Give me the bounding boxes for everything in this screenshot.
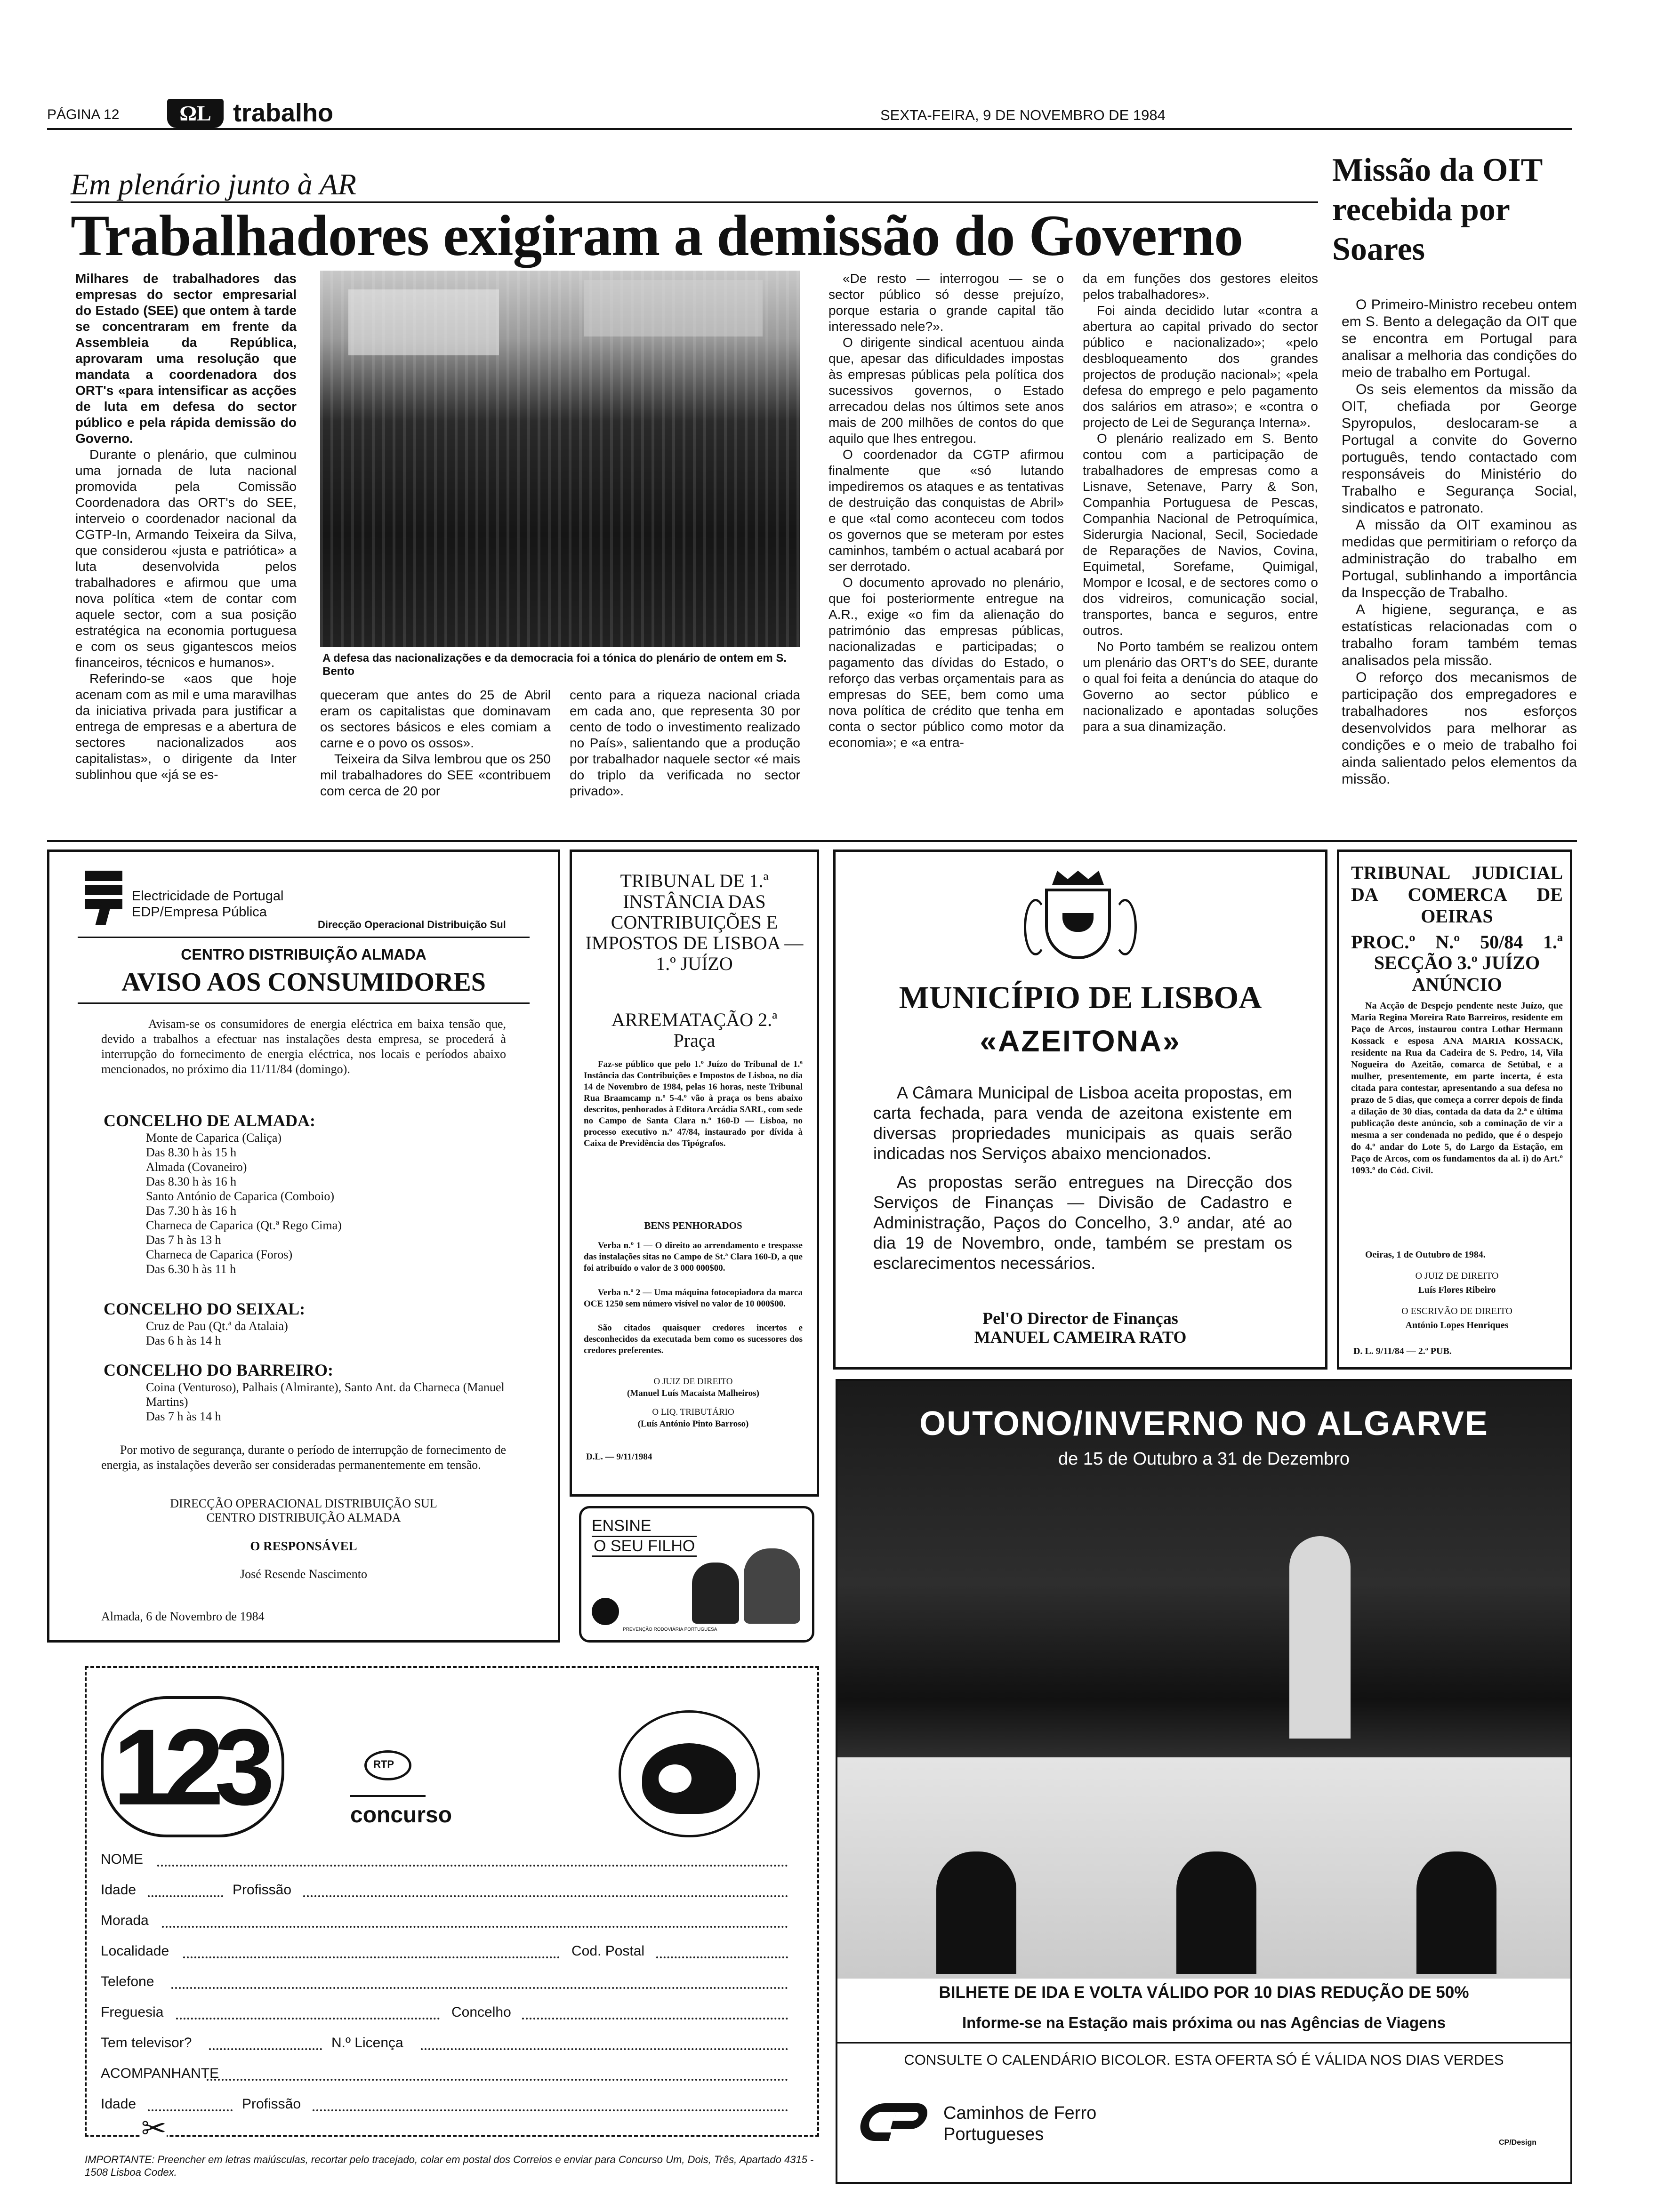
tribunal-lisboa-citados: São citados quaisquer credores incertos e desconhecidos da executada bem como os sucessores dos credores preferentes. — [584, 1323, 803, 1355]
edp-responsible-name: José Resende Nascimento — [240, 1567, 368, 1581]
article-paragraph: Referindo-se «aos que hoje acenam com as mil e uma maravilhas da iniciativa privada para justificar a entrega de empresas e a abertura de sectores nacionalizados aos capitalistas», o dirigente da Inter sublinhou que «já se es- — [75, 671, 297, 782]
article-paragraph: O coordenador da CGTP afirmou finalmente que «só lutando impediremos os ataques e as tentativas de destruição das conquistas de Abril» e que «tal como aconteceu com todos os governos que se meteram por estes caminhos, também o actual acabará por ser derrotado. — [828, 447, 1064, 574]
municipio-p2: As propostas serão entregues na Direcção dos Serviços de Finanças — Divisão de Cadastro e Administração, Paços do Concelho, 3.º andar, até ao dia 19 de Novembro, onde, também se prestam os esclarecimentos necessários. — [873, 1172, 1292, 1273]
article-col-4 — [828, 271, 1064, 751]
article-paragraph: O dirigente sindical acentuou ainda que, apesar das dificuldades impostas às empresas públicas pela política dos sucessivos governos, o Estado arrecadou delas nos últimos sete anos mais de 200 milhões de contos do que aquilo que lhes entregou. — [828, 335, 1064, 446]
edp-company-sub: EDP/Empresa Pública — [132, 905, 267, 920]
concurso-coupon — [85, 1666, 819, 2137]
header-rule — [47, 128, 1572, 130]
field-label-concelho: Concelho — [451, 2004, 511, 2020]
edp-responsible: O RESPONSÁVEL — [250, 1539, 357, 1553]
edp-schedule-line: Monte de Caparica (Caliça) — [146, 1131, 282, 1145]
edp-schedule-line: Das 6 h às 14 h — [146, 1334, 221, 1347]
field-label-nome: NOME — [101, 1851, 143, 1867]
concurso-number: 123 — [113, 1707, 265, 1827]
concurso-label: concurso — [350, 1803, 452, 1827]
field-label-profissao: Profissão — [233, 1882, 292, 1898]
edp-schedule-line: Almada (Covaneiro) — [146, 1160, 247, 1174]
tribunal-lisboa-verba-1: Verba n.º 1 — O direito ao arrendamento e trespasse das instalações sitas no Campo de St.ª Clara 160-D, a que foi atribuído o valor de 3 000 000$00. — [584, 1241, 803, 1273]
edp-company-name: Electricidade de Portugal — [132, 889, 284, 904]
article-col-5 — [1083, 271, 1318, 735]
field-cod-postal[interactable] — [656, 1956, 788, 1958]
field-morada[interactable] — [162, 1926, 788, 1928]
field-label-morada: Morada — [101, 1913, 149, 1928]
edp-group-almada — [104, 1111, 518, 1276]
tribunal-lisboa-text: Faz-se público que pelo 1.º Juízo do Tribunal de 1.ª Instância das Contribuições e Impostos de Lisboa, no dia 14 de Novembro de 1984, pelas 16 horas, neste Tribunal Rua Braamcamp n.º 5-4.º vão à praça os bens abaixo descritos, penhorados à Editora Arcádia SARL, com sede no Campo de Santa Clara n.º 160-D — Lisboa, no processo executivo n.º 47/84, instaurado por dívida à Caixa de Previdência dos Tipógrafos. — [584, 1059, 803, 1148]
edp-logo-icon — [85, 871, 122, 922]
cp-brand-2: Portugueses — [943, 2124, 1044, 2144]
tribunal-lisboa-juiz: O JUIZ DE DIREITO — [653, 1377, 733, 1387]
article-lead: Milhares de trabalhadores das empresas do sector empresarial do Estado (SEE) que ontem à tarde se concentraram em frente da Assembleia da República, aprovaram uma resolução que mandata a coordenadora dos ORT's «para intensificar as acções de luta em defesa do sector público e pela rápida demissão do Governo. — [75, 271, 297, 446]
edp-group-title: CONCELHO DO BARREIRO: — [104, 1361, 334, 1379]
tribunal-oeiras-esc: O ESCRIVÃO DE DIREITO — [1401, 1306, 1512, 1316]
article-paragraph: Teixeira da Silva lembrou que os 250 mil trabalhadores do SEE «contribuem com cerca de 20 por — [320, 752, 551, 798]
field-idade[interactable] — [148, 1895, 223, 1897]
article-col-1 — [75, 271, 297, 783]
tribunal-lisboa-bens: BENS PENHORADOS — [644, 1220, 742, 1231]
tribunal-oeiras-proc: PROC.º N.º 50/84 1.ª SECÇÃO 3.º JUÍZO — [1351, 931, 1563, 973]
article-paragraph: cento para a riqueza nacional criada em cada ano, que representa 30 por cento de todo o investimento realizado no País», salientando que a produção por trabalhador naquele sector «é mais do triplo da verificada no sector privado». — [570, 688, 800, 798]
municipio-title: MUNICÍPIO DE LISBOA — [899, 979, 1262, 1015]
edp-group-title: CONCELHO DE ALMADA: — [104, 1111, 316, 1130]
article-paragraph: O plenário realizado em S. Bento contou com a participação de trabalhadores de empresas como a Lisnave, Setenave, Parry & Son, Companhia Portuguesa de Pescas, Companhia Nacional de Petroquímica, Siderurgia Nacional, Secil, Sociedade de Reparações de Navios, Covina, Equimetal, Sorefame, Quimigal, Mompor e Icosal, e de sectores como o dos vidreiros, comunicação social, transportes, banca e seguros, entre outros. — [1083, 431, 1318, 638]
protest-photo — [320, 271, 800, 647]
sidebar-paragraph: A missão da OIT examinou as medidas que permitiriam o reforço da administração do trabalho em Portugal, sublinhando a importância da Inspecção de Trabalho. — [1342, 517, 1577, 601]
field-label-freguesia: Freguesia — [101, 2004, 164, 2020]
prp-logo-icon — [592, 1598, 619, 1625]
edp-schedule-line: Das 6.30 h às 11 h — [146, 1262, 236, 1276]
photo-caption: A defesa das nacionalizações e da democracia foi a tónica do plenário de ontem em S. Bento — [322, 652, 787, 678]
municipio-p1: A Câmara Municipal de Lisboa aceita propostas, em carta fechada, para venda de azeitona existente em diversas propriedades municipais as quais serão indicadas nos Serviços abaixo mencionados. — [873, 1083, 1292, 1163]
field-profissao[interactable] — [303, 1895, 788, 1897]
tribunal-lisboa-title: TRIBUNAL DE 1.ª INSTÂNCIA DAS CONTRIBUIÇÕES E IMPOSTOS DE LISBOA — 1.º JUÍZO — [585, 870, 804, 974]
article-col-2 — [320, 687, 551, 799]
field-label-televisor: Tem televisor? — [101, 2035, 192, 2051]
field-label-idade: Idade — [101, 1882, 137, 1898]
edp-schedule-line: Das 7 h às 14 h — [146, 1410, 221, 1423]
tribunal-oeiras-esc-name: António Lopes Henriques — [1405, 1320, 1509, 1330]
field-concelho[interactable] — [522, 2018, 788, 2020]
tribunal-oeiras-juiz: O JUIZ DE DIREITO — [1415, 1271, 1499, 1281]
tribunal-oeiras-title: TRIBUNAL JUDICIAL DA COMERCA DE OEIRAS — [1351, 862, 1563, 927]
tribunal-lisboa-sub: ARREMATAÇÃO 2.ª Praça — [611, 1009, 778, 1051]
cp-brand-1: Caminhos de Ferro — [943, 2103, 1097, 2123]
tribunal-oeiras-sub: ANÚNCIO — [1412, 974, 1502, 995]
lisbon-coat-of-arms-icon — [1024, 871, 1132, 965]
edp-group-title: CONCELHO DO SEIXAL: — [104, 1299, 306, 1318]
article-paragraph: da em funções dos gestores eleitos pelos trabalhadores». — [1083, 271, 1318, 302]
field-nome[interactable] — [157, 1865, 788, 1867]
sidebar-paragraph: A higiene, segurança, e as estatísticas relacionadas com o trabalho foram também temas analisados pela missão. — [1342, 602, 1577, 668]
ensine-small: PREVENÇÃO RODOVIÁRIA PORTUGUESA — [623, 1627, 717, 1632]
edp-title: AVISO AOS CONSUMIDORES — [121, 968, 486, 997]
tribunal-lisboa-dl: D.L. — 9/11/1984 — [586, 1452, 652, 1462]
ensine-ad — [579, 1506, 814, 1643]
article-col-3 — [570, 687, 800, 799]
section-logo-icon: ΩL — [167, 99, 224, 128]
edp-schedule-line: Das 7.30 h às 16 h — [146, 1204, 237, 1218]
field-label-profissao-2: Profissão — [242, 2096, 301, 2112]
cp-ad-building — [837, 1757, 1570, 1979]
article-paragraph: queceram que antes do 25 de Abril eram os capitalistas que dominavam os sectores básicos e eles comiam a carne e o povo os ossos». — [320, 688, 551, 750]
field-telefone[interactable] — [171, 1987, 788, 1989]
tribunal-oeiras-dl: D. L. 9/11/84 — 2.ª PUB. — [1353, 1346, 1452, 1356]
municipio-sign-1: Pel'O Director de Finanças — [982, 1309, 1178, 1328]
field-freguesia[interactable] — [176, 2018, 440, 2020]
cp-ad-line-3: CONSULTE O CALENDÁRIO BICOLOR. ESTA OFERTA SÓ É VÁLIDA NOS DIAS VERDES — [904, 2052, 1504, 2068]
field-profissao-2[interactable] — [313, 2109, 788, 2111]
municipio-sign-2: MANUEL CAMEIRA RATO — [974, 1328, 1187, 1346]
field-label-localidade: Localidade — [101, 1943, 169, 1959]
tribunal-lisboa-verba-2: Verba n.º 2 — Uma máquina fotocopiadora da marca OCE 1250 sem número visível no valor de 10 000$00. — [584, 1288, 803, 1309]
page-header — [47, 101, 1572, 129]
field-label-cod-postal: Cod. Postal — [571, 1943, 645, 1959]
edp-schedule-line: Cruz de Pau (Qt.ª da Atalaia) — [146, 1319, 288, 1333]
cp-ad-line-2: Informe-se na Estação mais próxima ou nas Agências de Viagens — [962, 2014, 1446, 2031]
tribunal-lisboa-liq-name: (Luís António Pinto Barroso) — [637, 1419, 749, 1429]
edp-sign-2: CENTRO DISTRIBUIÇÃO ALMADA — [206, 1511, 401, 1524]
concurso-logo — [101, 1696, 284, 1837]
concurso-note: IMPORTANTE: Preencher em letras maiúsculas, recortar pelo tracejado, colar em postal dos Correios e enviar para Concurso Um, Dois, Três, Apartado 4315 - 1508 Lisboa Codex. — [85, 2154, 814, 2178]
cp-ad-line-1: BILHETE DE IDA E VOLTA VÁLIDO POR 10 DIAS REDUÇÃO DE 50% — [939, 1983, 1469, 2002]
tribunal-oeiras-ad — [1337, 850, 1572, 1370]
field-acompanhante[interactable] — [207, 2079, 788, 2081]
article-paragraph: O documento aprovado no plenário, que foi posteriormente entregue na A.R., exige «o fim da alienação do património das empresas públicas, nacionalizadas e participadas; o pagamento das dívidas do Estado, o reforço das verbas orçamentais para as empresas do SEE, bem como uma nova política de crédito que tenha em conta o sector público como motor da economia»; e «a entra- — [828, 575, 1064, 750]
cp-ad-title: OUTONO/INVERNO NO ALGARVE — [919, 1405, 1488, 1443]
edp-schedule-line: Das 8.30 h às 15 h — [146, 1146, 237, 1159]
article-paragraph: «De resto — interrogou — se o sector público só desse prejuízo, porque estaria o grande capital tão interessado nele?». — [828, 271, 1064, 334]
article-kicker: Em plenário junto à AR — [71, 168, 356, 201]
edp-schedule-line: Das 8.30 h às 16 h — [146, 1175, 237, 1188]
sidebar-paragraph: O reforço dos mecanismos de participação dos empregadores e trabalhadores nos esforços desenvolvidos para melhorar as condições e o meio de trabalho foi ainda salientado pelos elementos da missão. — [1342, 670, 1577, 787]
field-licenca[interactable] — [421, 2048, 788, 2050]
tribunal-lisboa-juiz-name: (Manuel Luís Macaista Malheiros) — [627, 1388, 759, 1398]
edp-schedule-line: Charneca de Caparica (Foros) — [146, 1248, 293, 1261]
edp-group-barreiro — [104, 1360, 518, 1424]
edp-group-seixal — [104, 1299, 518, 1348]
edp-schedule-line: Das 7 h às 13 h — [146, 1233, 221, 1247]
edp-sign-1: DIRECÇÃO OPERACIONAL DISTRIBUIÇÃO SUL — [170, 1497, 437, 1510]
edp-centre: CENTRO DISTRIBUIÇÃO ALMADA — [181, 946, 426, 963]
tribunal-oeiras-date: Oeiras, 1 de Outubro de 1984. — [1365, 1250, 1486, 1260]
section-rule — [47, 840, 1577, 842]
tribunal-oeiras-text: Na Acção de Despejo pendente neste Juízo, que Maria Regina Moreira Rato Barreiros, residente em Paço de Arcos, instaurou contra Lothar Hermann Kossack e esposa ANA MARIA KOSSACK, residente na Rua da Cadeira de S. Pedro, 14, Vila Nogueira do Azeitão, comarca de Setúbal, e a mulher, presentemente, em parte incerta, é esta citada para contestar, apresentando a sua defesa no prazo de 5 dias, que começa a correr depois de finda a dilação de 30 dias, contada da data da 2.ª e última publicação deste anúncio, sob a cominação de vir a mesma a ser condenada no pedido, que é o despejo do 4.º andar do Lote 5, do Largo da Estação, em Paço de Arcos, com os fundamentos da al. i) do Art.º 1093.º do Cód. Civil. — [1351, 1001, 1563, 1176]
concurso-mascot — [614, 1701, 764, 1837]
section-title: trabalho — [233, 99, 334, 127]
edp-schedule-line: Santo António de Caparica (Comboio) — [146, 1189, 335, 1203]
article-paragraph: Foi ainda decidido lutar «contra a abertura ao capital privado do sector público e nacionalizado»; «pelo desbloqueamento dos grandes projectos de produção nacional»; «pela defesa do emprego e pelo pagamento dos salários em atraso»; e «contra o projecto de Lei de Segurança Interna». — [1083, 303, 1318, 430]
tribunal-lisboa-ad — [570, 850, 819, 1497]
edp-ad — [47, 850, 560, 1643]
scissors-icon: ✂ — [141, 2111, 167, 2145]
rtp-label: RTP — [373, 1758, 394, 1770]
page-number: PÁGINA 12 — [47, 107, 120, 122]
article-paragraph: No Porto também se realizou ontem um plenário das ORT's do SEE, durante o qual foi feita a denúncia do ataque do Governo ao sector público e nacionalizado e apontadas soluções para a sua dinamização. — [1083, 639, 1318, 734]
sidebar-headline: Missão da OIT recebida por Soares — [1332, 152, 1543, 267]
article-headline: Trabalhadores exigiram a demissão do Governo — [71, 203, 1243, 268]
ensine-line-2: O SEU FILHO — [592, 1536, 697, 1557]
cp-ad-sub: de 15 de Outubro a 31 de Dezembro — [1058, 1449, 1350, 1469]
cp-design: CP/Design — [1499, 2139, 1537, 2147]
sidebar-paragraph: Os seis elementos da missão da OIT, chefiada por George Spyropulos, deslocaram-se a Portugal a convite do Governo português, tendo contactado com responsáveis do Ministério do Trabalho e Segurança Social, sindicatos e patronato. — [1342, 382, 1577, 516]
edp-dept: Direcção Operacional Distribuição Sul — [318, 919, 506, 930]
article-paragraph: Durante o plenário, que culminou uma jornada de luta nacional promovida pela Comissão Coordenadora das ORT's do SEE, interveio o coordenador nacional da CGTP-In, Armando Teixeira da Silva, que considerou «justa e patriótica» a luta desenvolvida pelos trabalhadores e afirmou que uma nova política «tem de contar com aquele sector, com a sua posição estratégica na economia portuguesa e com os seus gigantescos meios financeiros, técnicos e humanos». — [75, 447, 297, 670]
rtp-logo-icon — [364, 1750, 411, 1780]
edp-date: Almada, 6 de Novembro de 1984 — [101, 1610, 265, 1623]
municipio-sub: «AZEITONA» — [980, 1024, 1181, 1058]
tribunal-lisboa-liq: O LIQ. TRIBUTÁRIO — [652, 1407, 734, 1417]
tribunal-oeiras-juiz-name: Luís Flores Ribeiro — [1418, 1285, 1496, 1295]
field-localidade[interactable] — [183, 1956, 560, 1958]
edp-intro: Avisam-se os consumidores de energia eléctrica em baixa tensão que, devido a trabalhos a efectuar nas instalações desta empresa, se procederá à interrupção do fornecimento de energia eléctrica, nos locais e períodos abaixo mencionados, no próximo dia 11/11/84 (domingo). — [101, 1017, 506, 1076]
field-label-telefone: Telefone — [101, 1974, 154, 1989]
edp-schedule-line: Coina (Venturoso), Palhais (Almirante), Santo Ant. da Charneca (Manuel Martins) — [146, 1380, 505, 1409]
sidebar-body — [1342, 297, 1577, 788]
field-televisor[interactable] — [209, 2048, 322, 2050]
cp-algarve-ad — [836, 1379, 1572, 2184]
edp-schedule-line: Charneca de Caparica (Qt.ª Rego Cima) — [146, 1218, 342, 1232]
ensine-line-1: ENSINE — [592, 1517, 652, 1535]
cp-logo-icon — [861, 2101, 932, 2143]
edp-safety-note: Por motivo de segurança, durante o período de interrupção de fornecimento de energia, as instalações deverão ser consideradas permanentemente em tensão. — [101, 1443, 506, 1472]
field-label-idade-2: Idade — [101, 2096, 137, 2112]
municipio-ad — [833, 850, 1327, 1370]
field-label-acompanhante: ACOMPANHANTE — [101, 2066, 219, 2081]
page-date: SEXTA-FEIRA, 9 DE NOVEMBRO DE 1984 — [880, 107, 1166, 123]
sidebar-paragraph: O Primeiro-Ministro recebeu ontem em S. Bento a delegação da OIT que se encontra em Portugal para analisar a melhoria das condições do meio de trabalho em Portugal. — [1342, 297, 1577, 380]
field-label-licenca: N.º Licença — [331, 2035, 403, 2051]
ensine-illustration — [687, 1544, 805, 1626]
